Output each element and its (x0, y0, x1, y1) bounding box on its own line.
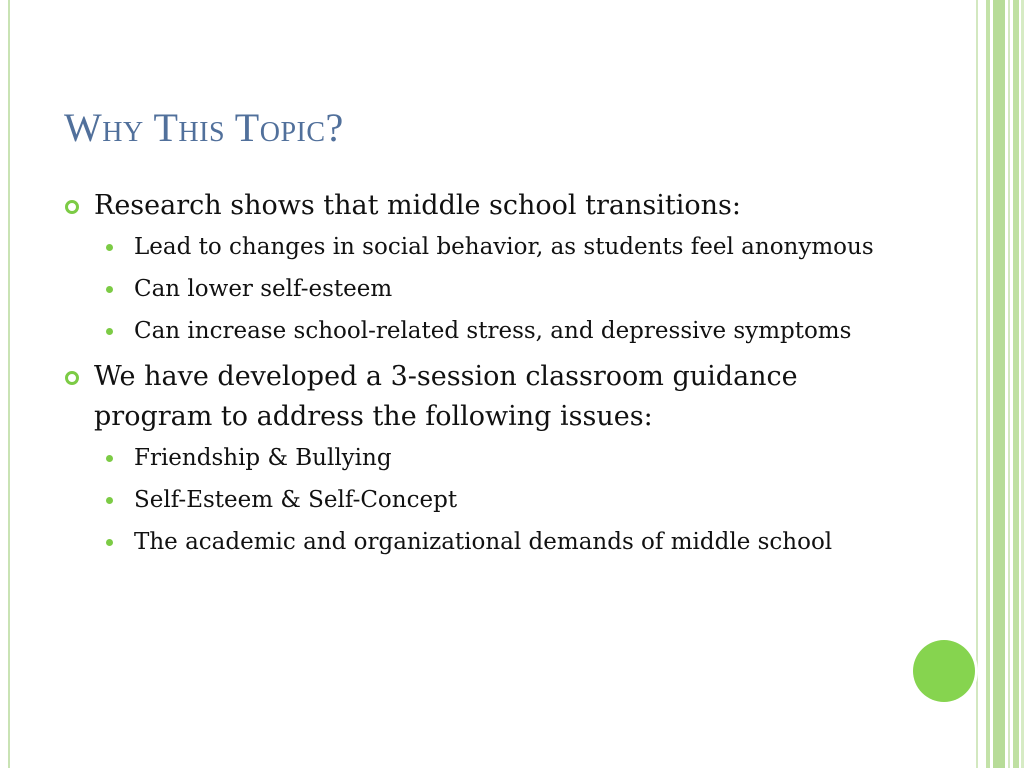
slide-title: Why This Topic? (64, 105, 344, 150)
bullet-text: Research shows that middle school transitions: (94, 190, 741, 221)
bullet-level1 (64, 186, 904, 226)
dot-bullet-icon (106, 286, 113, 293)
sub-bullet-text: Can lower self-esteem (134, 276, 393, 302)
bullet-level2 (104, 230, 904, 265)
dot-bullet-icon (106, 455, 113, 462)
stripe (993, 0, 1005, 768)
slide-content (64, 186, 904, 568)
sub-bullet-text: Lead to changes in social behavior, as students feel anonymous (134, 234, 874, 260)
stripe (976, 0, 978, 768)
sub-bullet-text: Friendship & Bullying (134, 445, 392, 471)
dot-bullet-icon (106, 497, 113, 504)
ring-bullet-icon (65, 371, 79, 385)
dot-bullet-icon (106, 539, 113, 546)
stripe (1008, 0, 1010, 768)
bullet-level2 (104, 483, 904, 518)
bullet-level1 (64, 357, 904, 437)
stripe (1013, 0, 1019, 768)
sub-bullet-text: Can increase school-related stress, and depressive symptoms (134, 318, 852, 344)
bullet-level2 (104, 314, 904, 349)
bullet-level2 (104, 441, 904, 476)
sub-bullet-list (104, 230, 904, 349)
dot-bullet-icon (106, 244, 113, 251)
left-frame-line (8, 0, 10, 768)
right-decorative-stripes (976, 0, 1024, 768)
sub-bullet-list (104, 441, 904, 560)
bullet-level2 (104, 272, 904, 307)
stripe (986, 0, 990, 768)
sub-bullet-text: The academic and organizational demands of middle school (134, 529, 833, 555)
bullet-text: We have developed a 3-session classroom guidance program to address the following issues: (94, 361, 798, 432)
dot-bullet-icon (106, 328, 113, 335)
green-circle-decoration (913, 640, 975, 702)
sub-bullet-text: Self-Esteem & Self-Concept (134, 487, 458, 513)
bullet-level2 (104, 525, 904, 560)
ring-bullet-icon (65, 200, 79, 214)
